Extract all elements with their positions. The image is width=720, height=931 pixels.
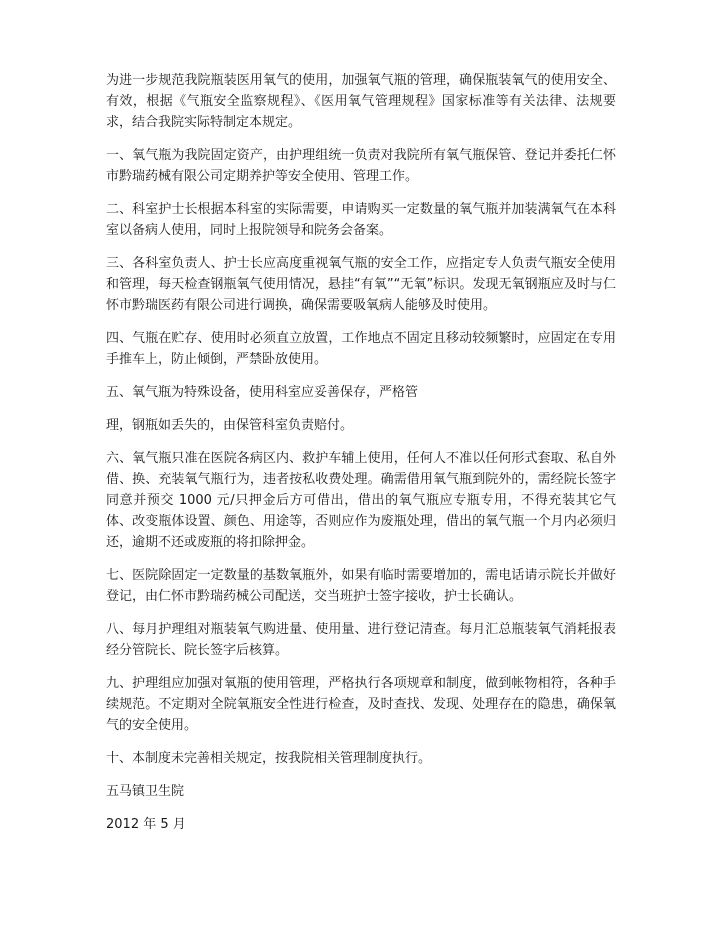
intro-paragraph: 为进一步规范我院瓶装医用氧气的使用，加强氧气瓶的管理，确保瓶装氧气的使用安全、有效，根据《气瓶安全监察规程》、《医用氧气管理规程》国家标准等有关法律、法规要求，结合我院实际特制定本规定。 [106,73,616,130]
clause-5: 五、氧气瓶为特殊设备，使用科室应妥善保存，严格管 [106,385,419,400]
clause-1: 一、氧气瓶为我院固定资产，由护理组统一负责对我院所有氧气瓶保管、登记并委托仁怀市黔瑞药械有限公司定期养护等安全使用、管理工作。 [106,148,616,184]
clause-10: 十、本制度未完善相关规定，按我院相关管理制度执行。 [106,751,432,766]
document-page [106,70,616,847]
signature-organization: 五马镇卫生院 [106,784,185,799]
signature-date: 2012 年 5 月 [106,817,186,832]
clause-3: 三、各科室负责人、护士长应高度重视氧气瓶的安全工作，应指定专人负责气瓶安全使用和管理，每天检查钢瓶氧气使用情况，悬挂“有氧”“无氧”标识。发现无氧钢瓶应及时与仁怀市黔瑞医药有限公司进行调换，确保需要吸氧病人能够及时使用。 [106,256,616,313]
clause-2: 二、科室护士长根据本科室的实际需要，申请购买一定数量的氧气瓶并加装满氧气在本科室以备病人使用，同时上报院领导和院务会备案。 [106,202,616,238]
clause-5-continued: 理，钢瓶如丢失的，由保管科室负责赔付。 [106,418,354,433]
clause-7: 七、医院除固定一定数量的基数氧瓶外，如果有临时需要增加的，需电话请示院长并做好登记，由仁怀市黔瑞药械公司配送，交当班护士签字接收，护士长确认。 [106,568,616,604]
clause-9: 九、护理组应加强对氧瓶的使用管理，严格执行各项规章和制度，做到帐物相符，各种手续规范。不定期对全院氧瓶安全性进行检查，及时查找、发现、处理存在的隐患，确保氧气的安全使用。 [106,676,616,733]
clause-8: 八、每月护理组对瓶装氧气购进量、使用量、进行登记清查。每月汇总瓶装氧气消耗报表经分管院长、院长签字后核算。 [106,622,616,658]
clause-4: 四、气瓶在贮存、使用时必须直立放置，工作地点不固定且移动较频繁时，应固定在专用手推车上，防止倾倒，严禁卧放使用。 [106,331,616,367]
clause-6: 六、氧气瓶只准在医院各病区内、救护车辅上使用，任何人不准以任何形式套取、私自外借、换、充装氧气瓶行为，违者按私收费处理。确需借用氧气瓶到院外的，需经院长签字同意并预交 1000 元/只押金后方可借出，借出的氧气瓶应专瓶专用，不得充装其它气体、改变瓶体设置、颜色、用途等，否则应作为废瓶处理，借出的氧气瓶一个月内必须归还，逾期不还或废瓶的将扣除押金。 [106,451,616,550]
